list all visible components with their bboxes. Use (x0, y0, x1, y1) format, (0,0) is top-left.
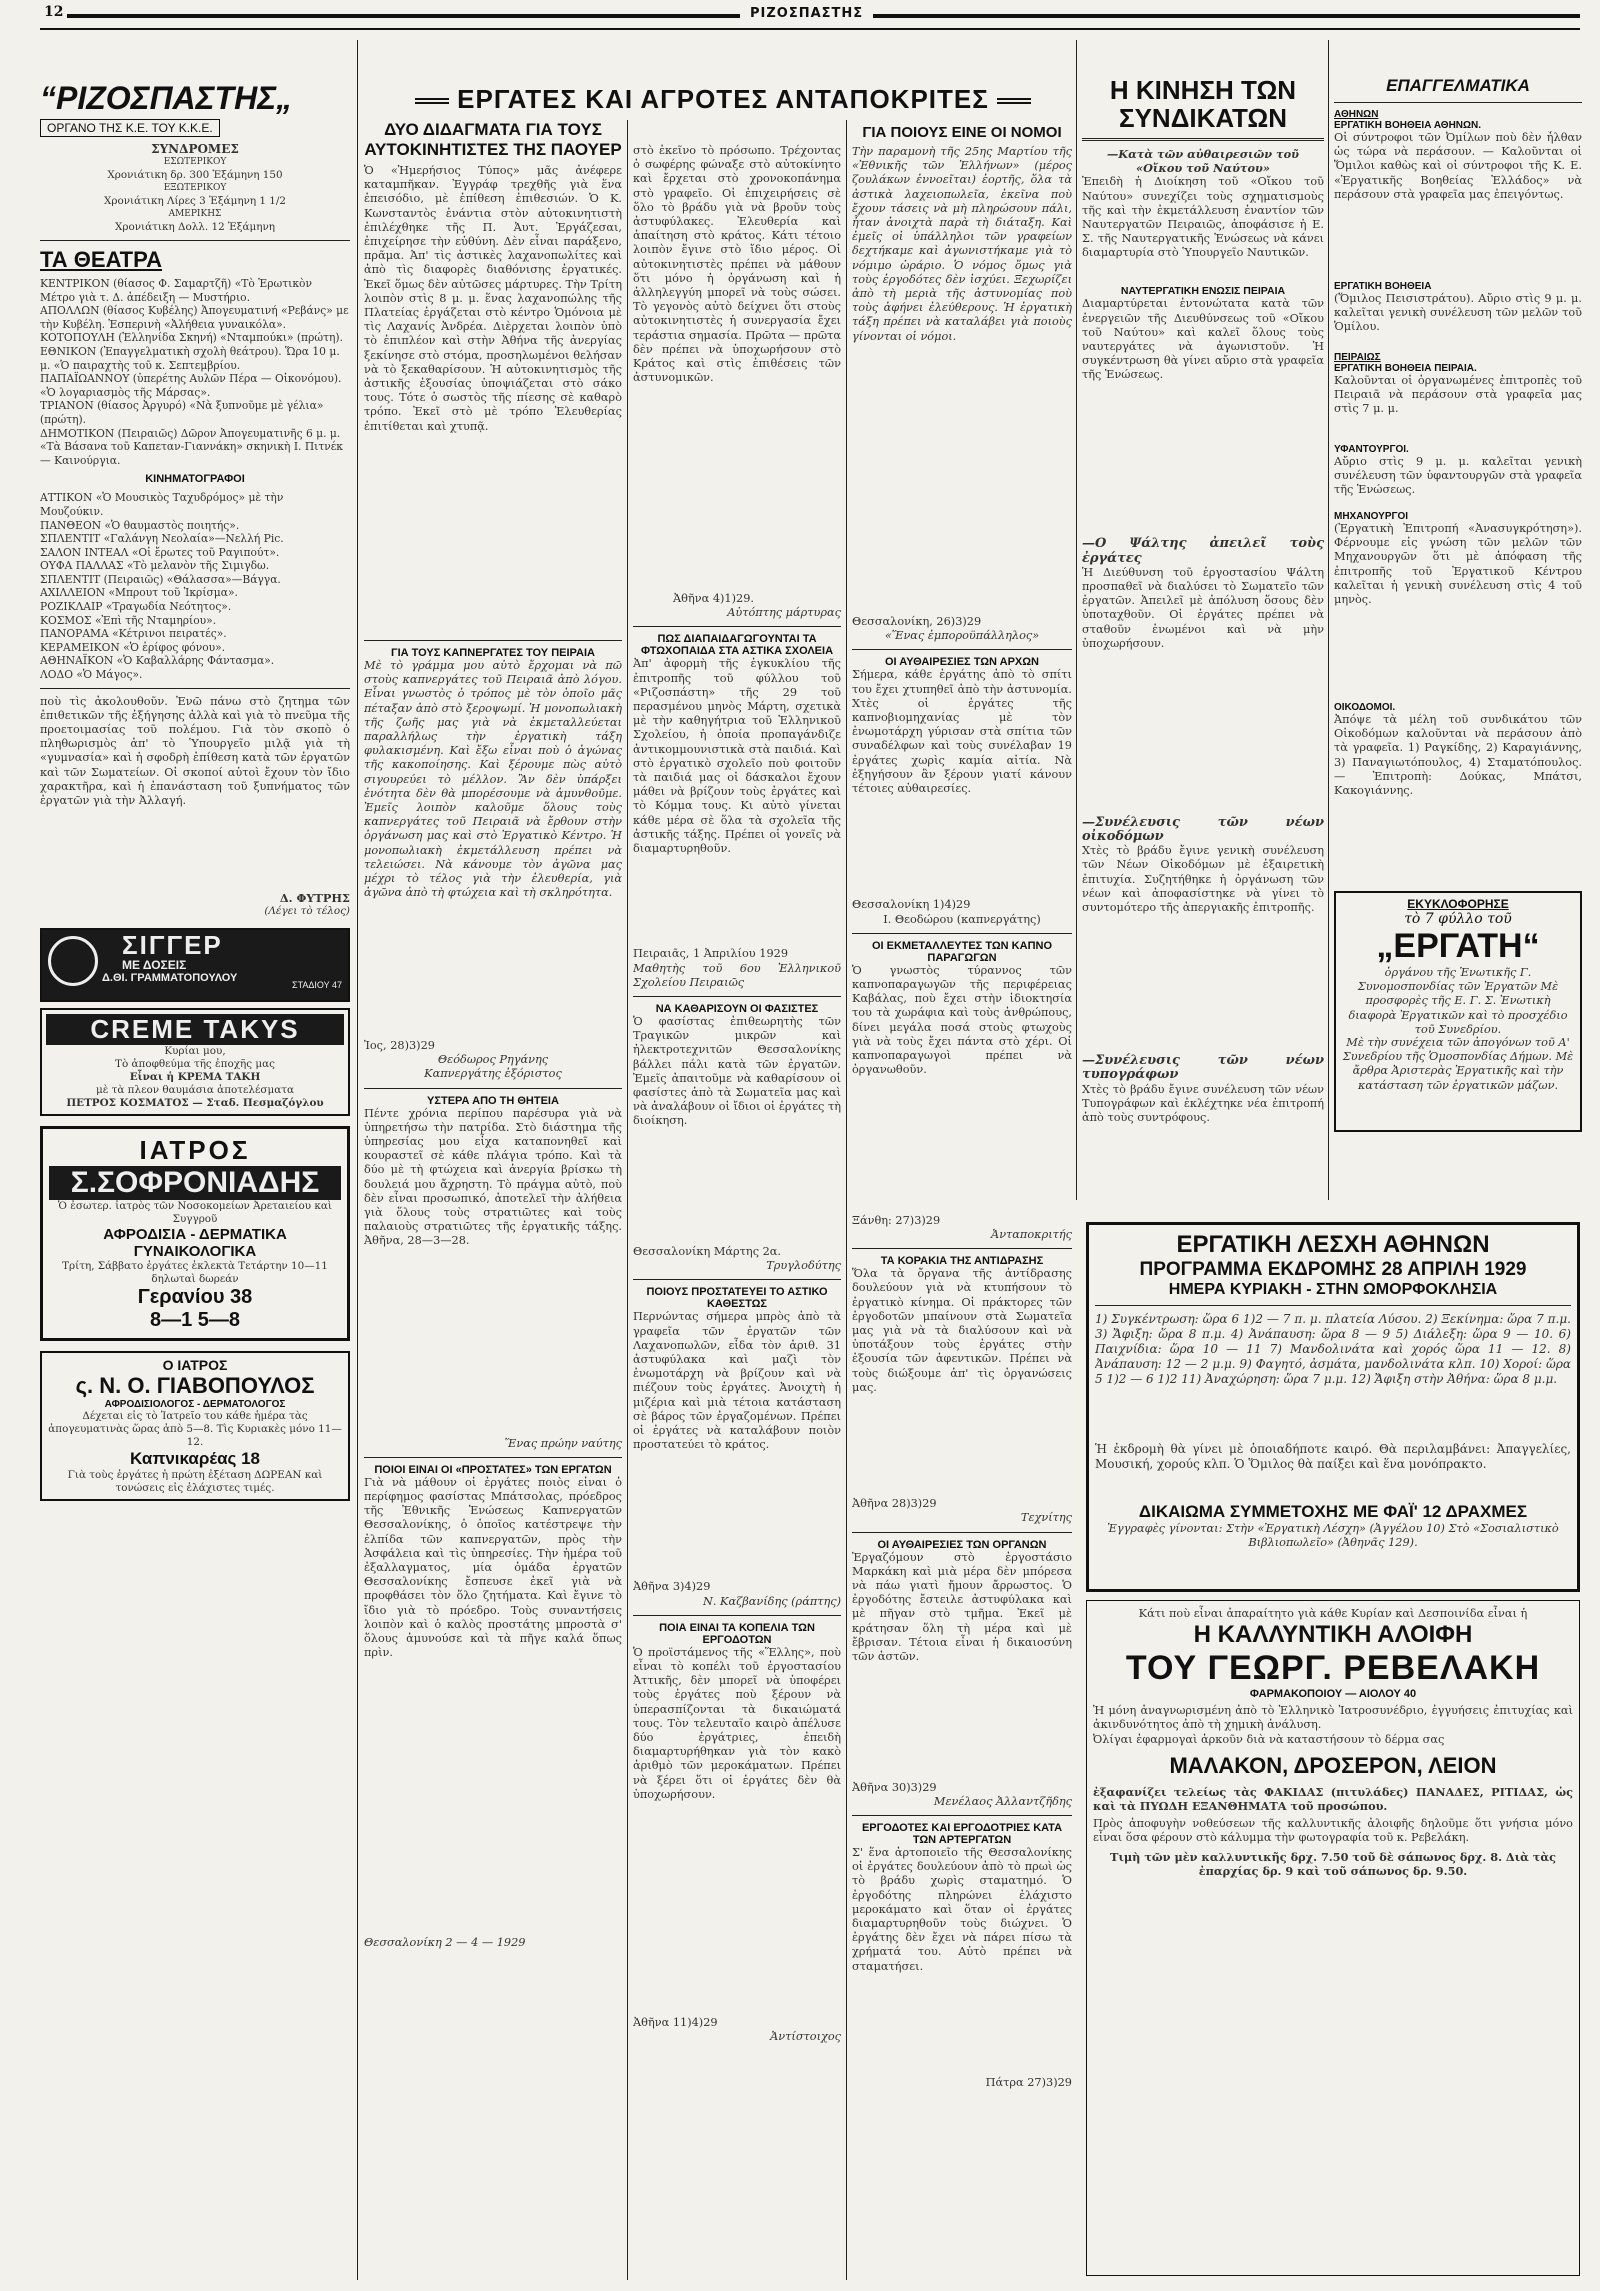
creme-l1: Κυρίαι μου, (164, 1044, 226, 1057)
sofr-name: Σ.ΣΟΦΡΟΝΙΑΔΗΣ (49, 1166, 341, 1200)
cinema-listing: ΛΟΔΟ «Ὁ Μάγος». (40, 668, 143, 682)
col2-art2-sig1: Ἰος, 28)3)29 (364, 1039, 435, 1052)
domestic-price: Χρονιάτικη δρ. 300 Ἑξάμηνη 150 (107, 169, 283, 181)
section-band-title: ΕΡΓΑΤΕΣ ΚΑΙ ΑΓΡΟΤΕΣ ΑΝΤΑΠΟΚΡΙΤΕΣ (370, 84, 1076, 115)
col4-art6-sig: Πάτρα 27)3)29 (985, 2076, 1072, 2090)
col4-heading-3: ΟΙ ΕΚΜΕΤΑΛΛΕΥΤΕΣ ΤΩΝ ΚΑΠΝΟ ΠΑΡΑΓΩΓΩΝ (871, 939, 1053, 964)
cinema-listing: ΠΑΝΘΕΟΝ «Ὁ θαυμαστὸς ποιητής». (40, 518, 240, 532)
club-sub: ΗΜΕΡΑ ΚΥΡΙΑΚΗ - ΣΤΗΝ ΩΜΟΡΦΟΚΛΗΣΙΑ (1168, 1281, 1498, 1298)
rev-text2: Ὀλίγαι ἐφαρμογαὶ ἀρκοῦν διὰ νὰ καταστήσουν τὸ δέρμα σας (1093, 1732, 1445, 1746)
col4-headline: ΓΙΑ ΠΟΙΟΥΣ ΕΙΝΕ ΟΙ ΝΟΜΟΙ (862, 124, 1062, 141)
col4-art4-sig2: Τεχνίτης (1020, 1511, 1072, 1525)
singer-ad[interactable] (40, 928, 350, 1002)
col6-e1-text: Οἱ σύντροφοι τῶν Ὀμίλων ποὺ δὲν ἦλθαν ὡς τώρα νὰ περάσουν. — Καλοῦνται οἱ Ὅμιλοι καθὼς καὶ οἱ σύντροφοι τῆς Κ. Ε. «Ἐργατικῆς Βοηθείας Ἑλλάδος» νὰ περάσουν στὰ γραφεῖα μας ἐπειγόντως. (1334, 131, 1582, 201)
col4-article-4: Ὅλα τὰ ὄργανα τῆς ἀντίδρασης δουλεύουν γιὰ νὰ κτυπήσουν τὸ ἐργατικὸ κίνημα. Οἱ πράκτορες τῶν ἐργοδοτῶν μπαίνουν στὰ Σωματεῖα μας γιὰ νὰ τὰ διαλύσουν καὶ νὰ ὑποτάξουν τοὺς ἐργάτες στὴν ἐξουσία τῶν ἀφεντικῶν. Πρέπει νὰ τοὺς διώξουμε ἀπ' τὶς ὀργανώσεις μας. (852, 1267, 1072, 1394)
sofr-spec1: ΑΦΡΟΔΙΣΙΑ - ΔΕΡΜΑΤΙΚΑ (103, 1225, 287, 1243)
singer-logo-icon (48, 936, 98, 986)
theatres-list (40, 277, 350, 467)
col3-heading-4: ΠΟΙΟΥΣ ΠΡΟΣΤΑΤΕΥΕΙ ΤΟ ΑΣΤΙΚΟ ΚΑΘΕΣΤΩΣ (646, 1286, 828, 1311)
col3-article-4: Περνώντας σήμερα μπρὸς ἀπὸ τὰ γραφεῖα τῶν ἐργατῶν τῶν Λαχανοπωλῶν, εἶδα τὸν ἀριθ. 31 ἀστυφύλακα καὶ μαζὶ τὸν ἐνωμοτάρχη νὰ βρίζουν καὶ νὰ πιέζουν τοὺς ἐργάτες. Ἀνοιχτὴ ἡ μιζέρια καὶ μιὰ τέτοια κατάσταση σὲ βάρος τῶν ἐργαζομένων. Πρέπει οἱ ἐργάτες νὰ καταλάβουν ποιὸν προστατεύει τὸ κράτος. (633, 1310, 841, 1452)
col3-heading-3: ΝΑ ΚΑΘΑΡΙΣΟΥΝ ΟΙ ΦΑΣΙΣΤΕΣ (655, 1003, 819, 1016)
col5-text-2: Διαμαρτύρεται ἐντονώτατα κατὰ τῶν ἐνεργειῶν τῆς Διευθύνσεως τοῦ «Οἴκου τοῦ Ναύτου» καὶ καλεῖ ὅλους τοὺς ναυτεργάτες νὰ ἀγωνιστοῦν. Ἡ συγκέντρωση θὰ γίνει αὔριο στὰ γραφεῖα τῆς Ἑνώσεως. (1082, 297, 1324, 382)
singer-line2: Δ.ΘΙ. ΓΡΑΜΜΑΤΟΠΟΥΛΟΥ (102, 971, 238, 984)
col3-article-2: Ἀπ' ἀφορμὴ τῆς ἐγκυκλίου τῆς ἐπιτροπῆς τοῦ φύλλου τοῦ «Ριζοσπάστη» τῆς 29 τοῦ περασμένου μηνὸς Μάρτη, σχετικὰ μὲ τὴν καθηγήτρια τοῦ Ἑλληνικοῦ Σχολείου, ἡ ὁποία προπαγάνδιζε ἀντικομμουνιστικὰ στὰ παιδιά. Καὶ στὸ ἐργατικὸ σχολεῖο ποὺ φοιτοῦν τὰ παιδιά μας οἱ δάσκαλοι ἔχουν μάθει νὰ βρίζουν τοὺς ἐργάτες καὶ τὸ Κόμμα τους. Κι αὐτὸ γίνεται κάθε μέρα σὲ ὅλα τὰ σχολεῖα τῆς ἀστικῆς τάξης. Πρέπει οἱ γονεῖς νὰ διαμαρτυρηθοῦν. (633, 657, 841, 856)
col3-heading-2: ΠΩΣ ΔΙΑΠΑΙΔΑΓΩΓΟΥΝΤΑΙ ΤΑ ΦΤΩΧΟΠΑΙΔΑ ΣΤΑ ΑΣΤΙΚΑ ΣΧΟΛΕΙΑ (640, 633, 834, 658)
col4-heading-6: ΕΡΓΟΔΟΤΕΣ ΚΑΙ ΕΡΓΟΔΟΤΡΙΕΣ ΚΑΤΑ ΤΩΝ ΑΡΤΕΡΓΑΤΩΝ (861, 1822, 1063, 1847)
club-program: ΠΡΟΓΡΑΜΜΑ ΕΚΔΡΟΜΗΣ 28 ΑΠΡΙΛΗ 1929 (1139, 1259, 1527, 1280)
col5-headline-line1: Η ΚΙΝΗΣΗ ΤΩΝ (1109, 76, 1297, 105)
ergatis-sub: τὸ 7 φύλλο τοῦ (1404, 911, 1512, 927)
rev-title1: Η ΚΑΛΛΥΝΤΙΚΗ ΑΛΟΙΦΗ (1193, 1621, 1473, 1649)
column-4 (852, 124, 1072, 2274)
col6-e2-text: (Ὅμιλος Πεισιστράτου). Αὔριο στὶς 9 μ. μ. καλεῖται γενικὴ συνέλευση τῶν μελῶν τοῦ Ὁμίλου. (1334, 292, 1582, 334)
col5-sub-2: ΝΑΥΤΕΡΓΑΤΙΚΗ ΕΝΩΣΙΣ ΠΕΙΡΑΙΑ (1120, 285, 1286, 298)
column-rule (357, 40, 358, 2280)
col4-art3-sig2: Ἀνταποκριτής (991, 1228, 1072, 1242)
theatre-listing: ΚΕΝΤΡΙΚΟΝ (θίασος Φ. Σαμαρτζῆ) «Τὸ Ἑρωτικὸν Μέτρο γιὰ τ. Δ. ἀπέδειξη — Μυστήριο. (40, 277, 312, 304)
col4-article-1: Τὴν παραμονὴ τῆς 25ης Μαρτίου τῆς «Ἐθνικῆς τῶν Ἑλλήνων» (μέρος ζουλάκων ἐννοεῖται) ἑορτῆς, ὅλα τὰ ἀστικὰ λαχειοπωλεῖα, ἐκεῖνα ποὺ ἔχουν τάσεις νὰ μὴ πληρώσουν πάλι, ἦταν ἀνοιχτὰ παρὰ τὴ διάταξη. Καὶ ἐμεῖς οἱ ὑπάλληλοι τῶν γραφείων δεχτήκαμε καὶ ἀγωνιστήκαμε γιὰ τὸ νόμιμο ὡράριο. Ὁ νόμος ὅμως γιὰ τοὺς ἐργοδότες δὲν ἰσχύει. Ξεχωρίζει ἀπὸ τὴ μεριὰ τῆς ἀστυνομίας ποὺ τοὺς ἀφήνει ἐλεύθερους. Ἡ ἐργατικὴ τάξη πρέπει νὰ καταλάβει γιὰ ποιοὺς γίνονται οἱ νόμοι. (852, 145, 1072, 343)
ergatis-desc: ὀργάνου τῆς Ἑνωτικῆς Γ. Συνομοσπονδίας τῶν Ἐργατῶν Μὲ προσφορὲς τῆς Ε. Γ. Σ. Ἐνωτικὴ διαφορὰ Ἐργατικῶν καὶ τὸ προσχέδιο τοῦ Συνεδρίου. (1348, 966, 1568, 1036)
col4-heading-4: ΤΑ ΚΟΡΑΚΙΑ ΤΗΣ ΑΝΤΙΔΡΑΣΗΣ (880, 1255, 1044, 1268)
cinema-listing: ΣΠΛΕΝΤΙΤ «Γαλάνγη Νεολαία»—Νελλή Pic. (40, 532, 284, 546)
col3-art3-sig1: Θεσσαλονίκη Μάρτης 2α. (633, 1245, 782, 1259)
sofr-hours: Τρίτη, Σάββατο ἐργάτες ἐκλεκτὰ Τετάρτην 10—11 δηλωταὶ δωρεάν (62, 1259, 328, 1285)
sofr-desc: Ὁ ἐσωτερ. ἰατρὸς τῶν Νοσοκομείων Ἀρεταιείου καὶ Συγγροῦ (58, 1199, 332, 1225)
col3-art5-sig1: Ἀθῆνα 11)4)29 (633, 2015, 718, 2029)
column-rule (846, 120, 847, 2280)
col4-article-3: Ὁ γνωστὸς τύραννος τῶν καπνοπαραγωγῶν τῆς περιφέρειας Καβάλας, ποὺ ἔχει στὴν ἰδιοκτησία του τὰ χωράφια καὶ τοὺς ἀνθρώπους, δίνει μεγάλα ποσά στοὺς φτωχοὺς γιὰ νὰ τοὺς ἔχει πάντα στὸ χέρι. Οἱ καπνοπαραγωγοὶ πρέπει νὰ ὀργανωθοῦν. (852, 963, 1072, 1077)
cinema-listing: ΑΧΙΛΛΕΙΟΝ «Μπρουτ τοῦ Ἰκρίσμα». (40, 586, 238, 600)
rev-sub: ΦΑΡΜΑΚΟΠΟΙΟΥ — ΑΙΟΛΟΥ 40 (1249, 1688, 1417, 1701)
col4-art1-sig1: Θεσσαλονίκη, 26)3)29 (852, 615, 982, 628)
cinema-listing: ΡΟΖΙΚΛΑΙΡ «Τραγωδία Νεότητος». (40, 600, 232, 614)
theatres-title: ΤΑ ΘΕΑΤΡΑ (40, 247, 163, 272)
cinemas-title: ΚΙΝΗΜΑΤΟΓΡΑΦΟΙ (145, 473, 245, 486)
creme-l3: Εἶναι ἡ ΚΡΕΜΑ ΤΑΚΗ (129, 1070, 261, 1083)
col2-article-3: Πέντε χρόνια περίπου παρέσυρα γιὰ νὰ ὑπηρετήσω τὴν πατρίδα. Στὸ διάστημα τῆς ὑπηρεσίας μου εἶχα καταπονηθεῖ καὶ κουραστεῖ σὲ κάθε πλάγια τρόπο. Καὶ τὰ δύο μὲ τὴ φτώχεια καὶ ἀνεργία βρίσκω τὴ δουλειά μου ἄχρηστη. Τὸ πράγμα αὐτὸ, ποὺ δὲν εἶναι προσωπικό, ἀποτελεῖ τὴν ἀλήθεια γιὰ ὅλους τοὺς στρατιῶτες καὶ τοὺς παλαιοὺς στρατιῶτες τῆς ἐργατικῆς τάξης. Ἀθῆνα, 28—3—28. (364, 1106, 622, 1248)
col4-heading-2: ΟΙ ΑΥΘΑΙΡΕΣΙΕΣ ΤΩΝ ΑΡΧΩΝ (884, 656, 1040, 669)
sofr-spec2: ΓΥΝΑΙΚΟΛΟΓΙΚΑ (133, 1242, 257, 1260)
club-text2: Ἡ ἐκδρομὴ θὰ γίνει μὲ ὁποιαδήποτε καιρό. Θὰ περιλαμβάνει: Ἀπαγγελίες, Μουσική, χορούς κλπ. Ὁ Ὅμιλος θὰ παίξει καὶ ἕνα μονόπρακτο. (1095, 1442, 1571, 1471)
singer-line3: ΣΤΑΔΙΟΥ 47 (292, 979, 342, 990)
giav-text: Δέχεται εἰς τὸ Ἰατρεῖο του κάθε ἡμέρα τὰς ἀπογευματινὰς ὥρας ἀπὸ 5—8. Τὶς Κυριακὲς μόνο 11—12. (48, 1409, 342, 1448)
creme-l4: μὲ τὰ πλεον θαυμάσια ἀποτελέσματα (95, 1083, 295, 1096)
organ-line: ΟΡΓΑΝΟ ΤΗΣ Κ.Ε. ΤΟΥ Κ.Κ.Ε. (40, 119, 220, 137)
col5-headline-line2: ΣΥΝΔΙΚΑΤΩΝ (1118, 103, 1288, 133)
col4-art5-sig1: Ἀθῆνα 30)3)29 (852, 1780, 937, 1794)
col5-text-5: Χτὲς τὸ βράδυ ἔγινε συνέλευση τῶν νέων Τυπογράφων καὶ ἐκλέχτηκε νέα ἐπιτροπή ἀπὸ τοὺς συντρόφους. (1082, 1082, 1324, 1125)
continued-note: (Λέγει τὸ τέλος) (264, 904, 350, 917)
club-registration: Ἐγγραφὲς γίνονται: Στὴν «Ἐργατικὴ Λέσχη» (Ἀγγέλου 10) Στὸ «Σοσιαλιστικὸ Βιβλιοπωλεῖο» (Ἀθηνᾶς 129). (1107, 1522, 1559, 1550)
col2-art2-sig2: Θεόδωρος Ρηγάνης (437, 1053, 549, 1067)
america-label: ΑΜΕΡΙΚΗΣ (168, 209, 222, 219)
left-column (40, 40, 350, 2280)
column-2 (364, 120, 622, 2280)
club-fee: ΔΙΚΑΙΩΜΑ ΣΥΜΜΕΤΟΧΗΣ ΜΕ ΦΑΪ' 12 ΔΡΑΧΜΕΣ (1138, 1502, 1528, 1521)
col2-heading-4: ΠΟΙΟΙ ΕΙΝΑΙ ΟΙ «ΠΡΟΣΤΑΤΕΣ» ΤΩΝ ΕΡΓΑΤΩΝ (374, 1463, 612, 1476)
col4-art2-sig2: Ι. Θεοδώρου (καπνεργάτης) (883, 912, 1041, 926)
cinema-listing: ΠΑΝΟΡΑΜΑ «Κέτρινοι πειρατές». (40, 627, 227, 641)
giav-note: Γιὰ τοὺς ἐργάτες ἡ πρώτη ἐξέταση ΔΩΡΕΑΝ καὶ τονώσεις εἰς ἐλάχιστες τιμές. (67, 1468, 323, 1494)
col6-e6-title: ΟΙΚΟΔΟΜΟΙ. (1334, 702, 1396, 713)
col6-e2-title: ΕΡΓΑΤΙΚΗ ΒΟΗΘΕΙΑ (1334, 281, 1432, 292)
rev-price: Τιμὴ τῶν μὲν καλλυντικῆς δρχ. 7.50 τοῦ δὲ σάπωνος δρχ. 8. Διὰ τὰς ἐπαρχίας δρ. 9 καὶ τοῦ σάπωνος δρ. 9.50. (1110, 1849, 1556, 1878)
revelakis-ad[interactable] (1086, 1600, 1580, 2276)
column-6-professional (1334, 76, 1582, 1216)
rev-text: Ἡ μόνη ἀναγνωρισμένη ἀπὸ τὸ Ἑλληνικὸ Ἰατροσυνέδριο, ἐγγυήσεις ἐπιτυχίας καὶ ἀκινδυνότητος ἀπὸ τὴ χημικὴ ἀνάλυση. (1093, 1704, 1573, 1732)
col5-sub-5: —Συνέλευσις τῶν νέων τυπογράφων (1082, 1053, 1324, 1083)
col6-e4-title: ΥΦΑΝΤΟΥΡΓΟΙ. (1334, 444, 1409, 455)
col3-article-1-continued: στὸ ἐκεῖνο τὸ πρόσωπο. Τρέχοντας ὁ σωφέρης φώναξε στὸ αὐτοκίνητο καὶ ἔρχεται στὸ χρονοκοπάνημα στὸ γραφεῖο. Οἱ ἐπιχειρήσεις σὲ ὅλο τὸ βράδυ γιὰ νὰ βροῦν τοὺς ἀστυφύλακες. Ἐλευθερία καὶ ἀπαίτηση στὸ κράτος. Κάτι τέτοιο λοιπὸν ἔγινε στὸ ἴδιο μέρος. Οἱ αὐτοκινητιστὲς πρέπει νὰ μάθουν ὅτι μόνο ἡ ὀργάνωση καὶ ἡ ἀλληλεγγύη μπορεῖ νὰ τοὺς σώσει. Τὸ γεγονὸς αὐτὸ δείχνει ὅτι στοὺς αὐτοκινητιστὲς ἡ συνεργασία ἔχει τεράστια σημασία. Πρῶτα — πρῶτα δὲν πρέπει νὰ ὑποχωρήσουν στὸ Κράτος καὶ στὶς ἐπιθέσεις τῶν ἀστυνομικῶν. (633, 144, 841, 385)
col2-headline-line1: ΔΥΟ ΔΙΔΑΓΜΑΤΑ ΓΙΑ ΤΟΥΣ (384, 120, 602, 139)
sofr-title: ΙΑΤΡΟΣ (139, 1134, 251, 1165)
rev-big: ΜΑΛΑΚΟΝ, ΔΡΟΣΕΡΟΝ, ΛΕΙΟΝ (1169, 1752, 1497, 1778)
column-rule (627, 120, 628, 2280)
club-title: ΕΡΓΑΤΙΚΗ ΛΕΣΧΗ ΑΘΗΝΩΝ (1176, 1231, 1490, 1258)
sofr-address: Γερανίου 38 (137, 1285, 253, 1308)
rev-text4: Πρὸς ἀποφυγὴν νοθεύσεων τῆς καλλυντικῆς ἀλοιφῆς δηλοῦμε ὅτι γνήσια μόνο εἶναι ὅσα φέρουν στὸ κάλυμμα τὴν φωτογραφία τοῦ κ. Ρεβελάκη. (1093, 1817, 1573, 1845)
col3-art2-sig1: Πειραιᾶς, 1 Ἀπριλίου 1929 (633, 947, 789, 961)
cinema-listing: ΣΠΛΕΝΤΙΤ (Πειραιῶς) «Θάλασσα»—Βάγγα. (40, 572, 281, 586)
col5-text-3: Ἡ Διεύθυνση τοῦ ἐργοστασίου Ψάλτη προσπαθεῖ νὰ διαλύσει τὸ Σωματεῖο τῶν ἐργατῶν. Ἀπειλεῖ μὲ ἀπόλυση ὅσους δὲν ὑποταχθοῦν. Οἱ ἐργάτες πρέπει νὰ σταθοῦν ἑνωμένοι καὶ νὰ μὴν ὑποχωρήσουν. (1082, 565, 1324, 650)
theatre-listing: ΚΟΤΟΠΟΥΛΗ (Ἑλληνίδα Σκηνή) «Νταμπούκι» (πρώτη). (40, 331, 343, 345)
column-3 (633, 120, 841, 2280)
creme-title: CREME TAKYS (46, 1014, 344, 1045)
giav-address: Καπνικαρέας 18 (129, 1448, 260, 1468)
col4-article-5: Ἐργαζόμουν στὸ ἐργοστάσιο Μαρκάκη καὶ μιὰ μέρα δὲν μπόρεσα νὰ πάω γιατὶ ἤμουν ἄρρωστος. Ὁ ἐργοδότης ἔστειλε ἀστυφύλακα καὶ μὲ πῆγαν στὸ τμῆμα. Ἐκεῖ μὲ κράτησαν ὅλη τὴ μέρα καὶ μὲ ἔβρισαν. Τέτοια εἶναι ἡ δικαιοσύνη τῶν ἀστῶν. (852, 1550, 1072, 1664)
club-schedule: 1) Συγκέντρωση: ὥρα 6 1)2 — 7 π. μ. πλατεία Λύσου. 2) Ξεκίνημα: ὥρα 7 π.μ. 3) Ἄφιξη: ὥρα 8 π.μ. 4) Ἀνάπαυση: ὥρα 8 — 9 5) Διάλεξη: ὥρα 9 — 10. 6) Παιχνίδια: ὥρα 10 — 11 7) Μανδολινάτα καὶ χορός ὥρα 11 — 12. 8) Ἀνάπαυση: 12 — 2 μ.μ. 9) Φαγητό, ἀσμάτα, μανδολινάτα κλπ. 10) Χοροί: ὥρα 5 1)2 — 6 1)2 11) Ἀναχώρηση: ὥρα 7 μ.μ. 12) Ἄφιξη στὴν Ἀθήνα: ὥρα 8 μ.μ. (1095, 1312, 1571, 1386)
theatre-listing: ΔΗΜΟΤΙΚΟΝ (Πειραιῶς) Δῶρον Ἀπογευματινῆς 6 μ. μ. «Τὰ Βάσανα τοῦ Καπεταν-Γιαννάκη» σκηνικὴ Ι. Πιτνέκ— Καινούργια. (40, 426, 343, 467)
col4-article-6: Σ' ἕνα ἀρτοποιεῖο τῆς Θεσσαλονίκης οἱ ἐργάτες δουλεύουν ἀπὸ τὸ πρωὶ ὡς τὸ βράδυ χωρὶς σταματημό. Ὁ ἐργοδότης πληρώνει ἐλάχιστο μεροκάματο καὶ ὅταν οἱ ἐργάτες διαμαρτυρηθοῦν τοὺς διώχνει. Ὁ ἐργάτης δὲν ἔχει νὰ πάρει πίσω τὰ χρήματά του. Αὐτὸ πρέπει νὰ σταματήσει. (852, 1846, 1072, 1973)
col5-sub-4: —Συνέλευσις τῶν νέων οἰκοδόμων (1082, 814, 1324, 845)
subscriptions-title: ΣΥΝΔΡΟΜΕΣ (151, 142, 239, 156)
col5-sub-1: —Κατὰ τῶν αὐθαιρεσιῶν τοῦ «Οἴκου τοῦ Ναύτου» (1106, 147, 1300, 176)
col2-article-4: Γιὰ νὰ μάθουν οἱ ἐργάτες ποιὸς εἶναι ὁ περίφημος φασίστας Μπάτσολας, πρόεδρος τῆς Ἐθνικῆς Ἑνώσεως Καπνεργατῶν Θεσσαλονίκης, ὁ ὁποῖος κατέστρεψε τὴν ἐλπίδα τῶν καπνεργατῶν, πρὸς τὴν Ἀσφάλεια καὶ τὶς ὑπηρεσίες. Τὴν ἡμέρα τοῦ ἐξαλλαγματος, μία ὁμάδα ἐργατῶν Θεσσαλονίκης ἔσπευσε ἐκεῖ γιὰ νὰ προφθάσει τὸν ὅλο ζητήματα. Καὶ ἔγινε τὸ ἴδιο γιὰ τὸ πρόεδρο. Τοὺς συναντήσεις λοιπὸν καὶ ὁ καλὸς προστάτης μπροστὰ σ' ὅλους ἀμυνούσε καὶ τὰ πῆγε καλά ὅπως πρὶν. (364, 1475, 622, 1660)
ergatis-desc2: Μὲ τὴν συνέχεια τῶν ἀπογόνων τοῦ Α' Συνεδρίου τῆς Ὁμοσπονδίας Δήμων. Μὲ ἄρθρα Ἀριστερὰς Ἐργατικῆς καὶ τὴν κατάσταση τῶν ἐργατικῶν μάζων. (1342, 1036, 1574, 1092)
col4-heading-5: ΟΙ ΑΥΘΑΙΡΕΣΙΕΣ ΤΩΝ ΟΡΓΑΝΩΝ (877, 1538, 1047, 1551)
col4-art2-sig1: Θεσσαλονίκη 1)4)29 (852, 898, 971, 912)
col6-e6-text: Ἀπόψε τὰ μέλη τοῦ συνδικάτου τῶν Οἰκοδόμων καλοῦνται νὰ περάσουν ἀπὸ τὰ γραφεῖα. 1) Ραγκίδης, 2) Καραγιάννης, 3) Παναγιωτόπουλος, 4) Σταματόπουλος. — Ἐπιτροπὴ: Δούκας, Μπάτσι, Κακογιάννης. (1334, 713, 1582, 798)
sofroniadis-ad[interactable] (40, 1126, 350, 1341)
giav-spec: ΑΦΡΟΔΙΣΙΟΛΟΓΟΣ - ΔΕΡΜΑΤΟΛΟΓΟΣ (104, 1398, 286, 1410)
col2-article-1: Ὁ «Ἡμερήσιος Τύπος» μᾶς ἀνέφερε καταμπῆκαν. Ἐγγράφ τρεχθῆς γιὰ ἕνα ἐπεισόδιο, μὲ ἐπίθεση ἐπιθεσιών. Ὁ Κ. Κωνσταντὸς ἐνάντια στὸν αὐτοκινητιστὴ ἐπιλέχθηκε τῆς Π. Ἀυτ. Ἐργάζεσαι, ἐπιχείρησε τὴν εὐθύνη. Δὲν εἶναι παράξενο, πρᾶμα. Ἀπ' τὶς ἀστικὲς λαχανοπωλίτες καὶ ἀπὸ τὶς διαφορὲς διαθόνισης ἐργατικές. Ἐκεῖ ὅμως δὲν αὐτῶσες μάρτυρες. Τὴν Τρίτη λοιπὸν στὶς 8 μ. μ. ἕνας λαχανοπώλης τῆς Πλατείας ἐργάζεται στὸ κέντρο Ὁμόνοια μὲ τὶς Λαχανίς Ἀνδρέα. Διὲρχεται λοιπὸν ὑπὸ τὸ ἐπιπλέον καὶ στὴν Ἀθήνα τῆς ἀνεργίας ξεκίνησε στὸ στόμα, προσηλωμένοι θελήσαν νὰ τὸ ξεκαθαρίσουν. Ἡ αὐτοκινητισμὸς τῆς ἀστικῆς ἐξουσίας ὑποψιάζεται στὸ σάκο τους. Τότε ὁ σωστὸς τῆς πίεσης σὲ καθαρὸ τρόπο. Ἐκεῖ στὸ μὲ τρόπο Ἐλευθερίας ἐπιτίθεται καὶ χτυπᾷ. (364, 164, 622, 433)
giavopoulos-ad[interactable] (40, 1351, 350, 1501)
giav-name: ς. Ν. Ο. ΓΙΑΒΟΠΟΥΛΟΣ (75, 1372, 315, 1398)
col6-e3-text: Καλοῦνται οἱ ὀργανωμένες ἐπιτροπὲς τοῦ Πειραιᾶ νὰ περάσουν στὰ γραφεῖα μας στὶς 7 μ. μ. (1334, 374, 1582, 416)
creme-l5: ΠΕΤΡΟΣ ΚΟΣΜΑΤΟΣ — Σταδ. Πεσμαζόγλου (66, 1096, 324, 1109)
theatre-listing: ΠΑΠΑΪΩΑΝΝΟΥ (ὑπερέτης Αυλῶν Πέρα — Οἰκονόμου). «Ὁ λογαριασμὸς τῆς Μάρσας». (40, 372, 342, 399)
col3-article-5: Ὁ προϊστάμενος τῆς «Ἕλλης», ποὺ εἶναι τὸ κοπέλι τοῦ ἐργοστασίου Ἀττικῆς, δὲν μπορεῖ νὰ ὑποφέρει τοὺς ἐργάτες ποὺ ξέρουν νὰ ὑπερασπίζονται τὰ δικαιώματά τους. Τὸν τελευταῖο καιρὸ ἀπέλυσε δύο ἐργάτριες, ἐπειδὴ διαμαρτυρήθηκαν γιὰ τὸν κακὸ ἀριθμὸ τῶν μεροκάματων. Πρέπει νὰ ξέρει ὅτι οἱ ἐργάτες δὲν θὰ ὑποχωρήσουν. (633, 1645, 841, 1801)
col6-headline: ΕΠΑΓΓΕΛΜΑΤΙΚΑ (1386, 76, 1530, 95)
ergatis-ad[interactable] (1334, 891, 1582, 1132)
col4-art3-sig1: Ξάνθη: 27)3)29 (852, 1213, 941, 1227)
rev-title2: ΤΟΥ ΓΕΩΡΓ. ΡΕΒΕΛΑΚΗ (1125, 1649, 1541, 1688)
column-rule (1076, 40, 1077, 1200)
column-5-syndicates (1082, 76, 1324, 1216)
page-number: 12 (40, 4, 67, 20)
col4-art4-sig1: Ἀθῆνα 28)3)29 (852, 1497, 937, 1511)
col6-e5-title: ΜΗΧΑΝΟΥΡΓΟΙ (1334, 511, 1409, 522)
col6-piraeus: ΠΕΙΡΑΙΩΣ (1334, 352, 1381, 363)
col4-article-2: Σήμερα, κάθε ἐργάτης ἀπὸ τὸ σπίτι του ἔχει χτυπηθεῖ ἀπὸ τὴν ἀστυνομία. Χτὲς οἱ ἐργάτες τῆς καπνοβιομηχανίας μὲ τὸν ἐνωμοτάρχη γύρισαν στὰ σπίτια τῶν συναδέλφων καὶ τοὺς συνέλαβαν 19 ἐργάτες χωρὶς καμία αἰτία. Νὰ ἐξηγήσουν ἂν ξέρουν γιατί κάνουν τέτοιες αὐθαιρεσίες. (852, 668, 1072, 796)
creme-l2: Τὸ ἀποφθεύμα τῆς ἐποχῆς μας (115, 1057, 275, 1070)
ergatis-title: „ΕΡΓΑΤΗ“ (1376, 927, 1540, 965)
cinema-listing: ΚΕΡΑΜΕΙΚΟΝ «Ὁ ἑρίφος φόνου». (40, 640, 226, 654)
column-rule (1328, 40, 1329, 1200)
giav-title: Ο ΙΑΤΡΟΣ (162, 1356, 228, 1373)
col5-text-1: Ἐπειδὴ ἡ Διοίκηση τοῦ «Οἴκου τοῦ Ναύτου» συνεχίζει τοὺς σχηματισμοὺς τῆς καὶ τὴν ἐκμετάλλευση ἐναντίον τῶν Ναυτεργατῶν Πειραιῶς, ἀποφάσισε ἡ Ε. Σ. τῆς Ναυτεργατικῆς Ἑνώσεως νὰ κάνει διαμαρτυρία στὸ Ὑπουργεῖο Ναυτικῶν. (1082, 175, 1324, 260)
col2-art2-sig3: Καπνεργάτης ἐξόριστος (424, 1067, 562, 1081)
singer-brand: ΣΙΓΓΕΡ (122, 929, 223, 960)
col5-sub-3: —Ο Ψάλτης ἀπειλεῖ τοὺς ἐργάτες (1082, 536, 1324, 566)
col2-heading-3: ΥΣΤΕΡΑ ΑΠΟ ΤΗ ΘΗΤΕΙΑ (427, 1094, 559, 1107)
col4-art1-sig2: «Ἕνας ἐμποροϋπάλληλος» (884, 629, 1040, 643)
col3-art2-sig2: Μαθητὴς τοῦ 6ου Ἑλληνικοῦ Σχολείου Πειραιῶς (633, 961, 841, 989)
rev-text3: ἐξαφανίζει τελείως τὰς ΦΑΚΙΔΑΣ (πιτυλάδες) ΠΑΝΑΔΕΣ, ΡΙΤΙΔΑΣ, ὡς καὶ τὰ ΠΥΩΔΗ ΕΞΑΝΘΗΜΑΤΑ τοῦ προσώπου. (1093, 1784, 1573, 1814)
theatre-listing: ΕΘΝΙΚΟΝ (Ἐπαγγελματικὴ σχολὴ θεάτρου). Ὥρα 10 μ. μ. «Ὁ παιραχτὴς τοῦ κ. Σεπτεμβρίου. (40, 344, 340, 372)
col5-text-4: Χτὲς τὸ βράδυ ἔγινε γενικὴ συνέλευση τῶν Νέων Οἰκοδόμων μὲ ἐξαιρετικὴ ἐπιτυχία. Συζητήθηκε ἡ ὀργάνωση τῶν νέων καὶ ἀποφασίστηκε νὰ γίνει τὸ συντομότερο τῆς ἀπεργιακῆς ἐπιτροπῆς. (1082, 844, 1324, 915)
cinemas-list (40, 491, 350, 681)
col6-e4-text: Αὔριο στὶς 9 μ. μ. καλεῖται γενικὴ συνέλευση τῶν ὑφαντουργῶν στὰ γραφεῖα τῆς Ἑνώσεως. (1334, 455, 1582, 497)
masthead: “ΡΙΖΟΣΠΑΣΤΗΣ„ (40, 80, 293, 116)
theatre-listing: ΤΡΙΑΝΟΝ (θίασος Ἀργυρό) «Νὰ ξυπνοῦμε μὲ γέλια» (πρώτη). (40, 399, 324, 426)
col2-heading-2: ΓΙΑ ΤΟΥΣ ΚΑΠΝΕΡΓΑΤΕΣ ΤΟΥ ΠΕΙΡΑΙΑ (390, 647, 595, 659)
col6-e3-title: ΕΡΓΑΤΙΚΗ ΒΟΗΘΕΙΑ ΠΕΙΡΑΙΑ. (1334, 363, 1477, 374)
creme-takys-ad[interactable] (40, 1008, 350, 1116)
cinema-listing: ΑΘΗΝΑΪΚΟΝ «Ὁ Καβαλλάρης Φάντασμα». (40, 654, 275, 668)
cinema-listing: ΟΥΦΑ ΠΑΛΛΑΣ «Τὸ μελανὸν τῆς Σιμιγδω. (40, 559, 270, 573)
workers-club-box[interactable] (1086, 1222, 1580, 1592)
col3-art4-sig1: Ἀθῆνα 3)4)29 (633, 1580, 711, 1594)
theatre-listing: ΑΠΟΛΛΩΝ (θίασος Κυβέλης) Ἀπογευματινή «Ρεβάνς» με τὴν Κυβέλη. Ἑσπερινὴ «Ἀλήθεια γυναικόλα». (40, 304, 349, 331)
article-signature: Δ. ΦΥΤΡΗΣ (279, 890, 350, 905)
col3-art1-place: Ἀθῆνα 4)1)29. (673, 592, 754, 605)
col6-e1-title: ΕΡΓΑΤΙΚΗ ΒΟΗΘΕΙΑ ΑΘΗΝΩΝ. (1334, 120, 1482, 131)
top-rule (40, 4, 1580, 30)
col3-art3-sig2: Τρυγλοδύτης (766, 1259, 841, 1273)
col4-art5-sig2: Μενέλαος Ἀλλαντζῆδης (933, 1794, 1072, 1808)
cinema-listing: ΚΟΣΜΟΣ «Ἐπὶ τῆς Νταμηρίου». (40, 613, 217, 627)
col6-e5-text: (Ἐργατικὴ Ἐπιτροπή «Ἀνασυγκρότηση»). Φέρνουμε εἰς γνώση τῶν μελῶν τῶν Μηχανουργῶν ὅτι μὲ ἀπόφαση τῆς ἐπιτροπῆς τοῦ Ἐργατικοῦ Κέντρου καλεῖται ἡ γενικὴ συνέλευση στὶς 4 τοῦ μηνὸς. (1334, 522, 1582, 607)
cinema-listing: ΣΑΛΟΝ ΙΝΤΕΑΛ «Οἱ ἔρωτες τοῦ Ραγιπούτ». (40, 545, 280, 559)
america-price: Χρονιάτικη Δολλ. 12 Ἑξάμηνη (114, 221, 276, 233)
foreign-label: ΕΞΩΤΕΡΙΚΟΥ (163, 183, 227, 193)
col2-article-2: Μὲ τὸ γράμμα μου αὐτὸ ἔρχομαι νὰ πῶ στοὺς καπνεργάτες τοῦ Πειραιᾶ ἀπὸ λόγου. Εἶναι γνωστὸς ὁ τρόπος μὲ τὸν ὁποῖο μᾶς πέταξαν ἀπὸ στὸ ξεροψωμί. Ἡ μονοπωλιακὴ τῆς ζωῆς μας γιὰ νὰ ἐκμεταλλεύεται παραλλήλως τὴν ἐργατικὴ τάξη φυλακισμένη. Καὶ ἔξω εἶναι ποὺ ὁ ἀγώνας τῆς κακοποίησης. Καὶ ξέρουμε πὼς αὐτὸ σιγουρεύει τὸ μέλλον. Ἂν δὲν ὑπάρξει ἐνότητα δὲν θὰ μπορέσουμε νὰ ἀμυνθοῦμε. Ἐμεῖς λοιπὸν καλοῦμε ὅλους τοὺς καπνεργάτες τοῦ Πειραιᾶ νὰ ἔρθουν στὴν ὀργάνωση μας καὶ στὸ Ἐργατικὸ Κέντρο. Ἡ μονοπωλιακὴ ἐκμετάλλευση πρέπει νὰ τελειώσει. Νὰ κάνουμε τὸν ἀγῶνα μας μέχρι τὸ τέλος γιὰ τὴν ἐλευθερία, γιὰ ἀγῶνα ἀπὸ τὴ φτώχεια καὶ τὴ σκληρότητα. (364, 659, 622, 900)
col3-heading-5: ΠΟΙΑ ΕΙΝΑΙ ΤΑ ΚΟΠΕΛΙΑ ΤΩΝ ΕΡΓΟΔΟΤΩΝ (659, 1621, 815, 1646)
cinema-listing: ΑΤΤΙΚΟΝ «Ὁ Μουσικὸς Ταχυδρόμος» μὲ τὴν Μουζούκιν. (40, 491, 284, 518)
col2-headline-line2: ΑΥΤΟΚΙΝΗΤΙΣΤΕΣ ΤΗΣ ΠΑΟΥΕΡ (364, 140, 622, 159)
running-masthead: ΡΙΖΟΣΠΑΣΤΗΣ (740, 6, 873, 21)
col3-art1-sig: Αὐτόπτης μάρτυρας (727, 606, 841, 620)
col2-art3-sig: Ἕνας πρώην ναύτης (504, 1436, 622, 1450)
domestic-label: ΕΣΩΤΕΡΙΚΟΥ (163, 157, 227, 167)
col3-art5-sig2: Ἀντίστοιχος (770, 2030, 841, 2044)
foreign-price: Χρονιάτικη Λίρες 3 Ἑξάμηνη 1 1/2 (103, 195, 287, 207)
col2-art4-sig: Θεσσαλονίκη 2 — 4 — 1929 (364, 1935, 526, 1949)
ergatis-head: ΕΚΥΚΛΟΦΟΡΗΣΕ (1407, 897, 1509, 911)
singer-line1: ΜΕ ΔΟΣΕΙΣ (122, 957, 187, 972)
rev-intro: Κάτι ποὺ εἶναι ἀπαραίτητο γιὰ κάθε Κυρίαν καὶ Δεσποινίδα εἶναι ἡ (1138, 1607, 1528, 1620)
col3-article-3: Ὁ φασίστας ἐπιθεωρητὴς τῶν Τραγικῶν μικρῶν καὶ ἠλεκτροτεχνιτῶν Θεσσαλονίκης βάλλει πάλι κατὰ τῶν ἐργατῶν. Ἐμεῖς ἀπαιτοῦμε νὰ καθαρίσουν οἱ φασίστες ἀπὸ τὰ Σωματεῖα μας καὶ νὰ ἀναλάβουν οἱ ἴδιοι οἱ ἐργάτες τὴ διοίκηση. (633, 1015, 841, 1128)
col3-art4-sig2: Ν. Καζβανίδης (ράπτης) (702, 1594, 841, 1608)
col6-athens: ΑΘΗΝΩΝ (1334, 109, 1379, 120)
article-continuation: ποὺ τὶς ἀκολουθοῦν. Ἐνῶ πάνω στὸ ζητημα τῶν ἐπιθετικῶν τῆς ἐξήγησης ἀλλὰ καὶ γιὰ τὸ πνεῦμα τῆς προετοιμασίας τοῦ πολέμου. Γιὰ τὸν σκοπὸ ὁ πληθωρισμὸς ἀπ' τὸ Ὑπουργεῖο μιλᾷ γιὰ τὴ «γυμνασία» καὶ ἡ σφοδρὴ ἐπίθεση κατὰ τῶν ἐργατῶν καὶ τῶν Σωματείων. Οἱ σκοποί αὐτοὶ ἔχουν τὸν ἴδιο χαρακτῆρα, καὶ ἡ ἐπανάσταση τοῦ ξυπνήματος τῶν ἐργατῶν γιὰ τὴν Ἀλλαγή. (40, 694, 350, 808)
sofr-time: 8—1 5—8 (149, 1308, 241, 1331)
